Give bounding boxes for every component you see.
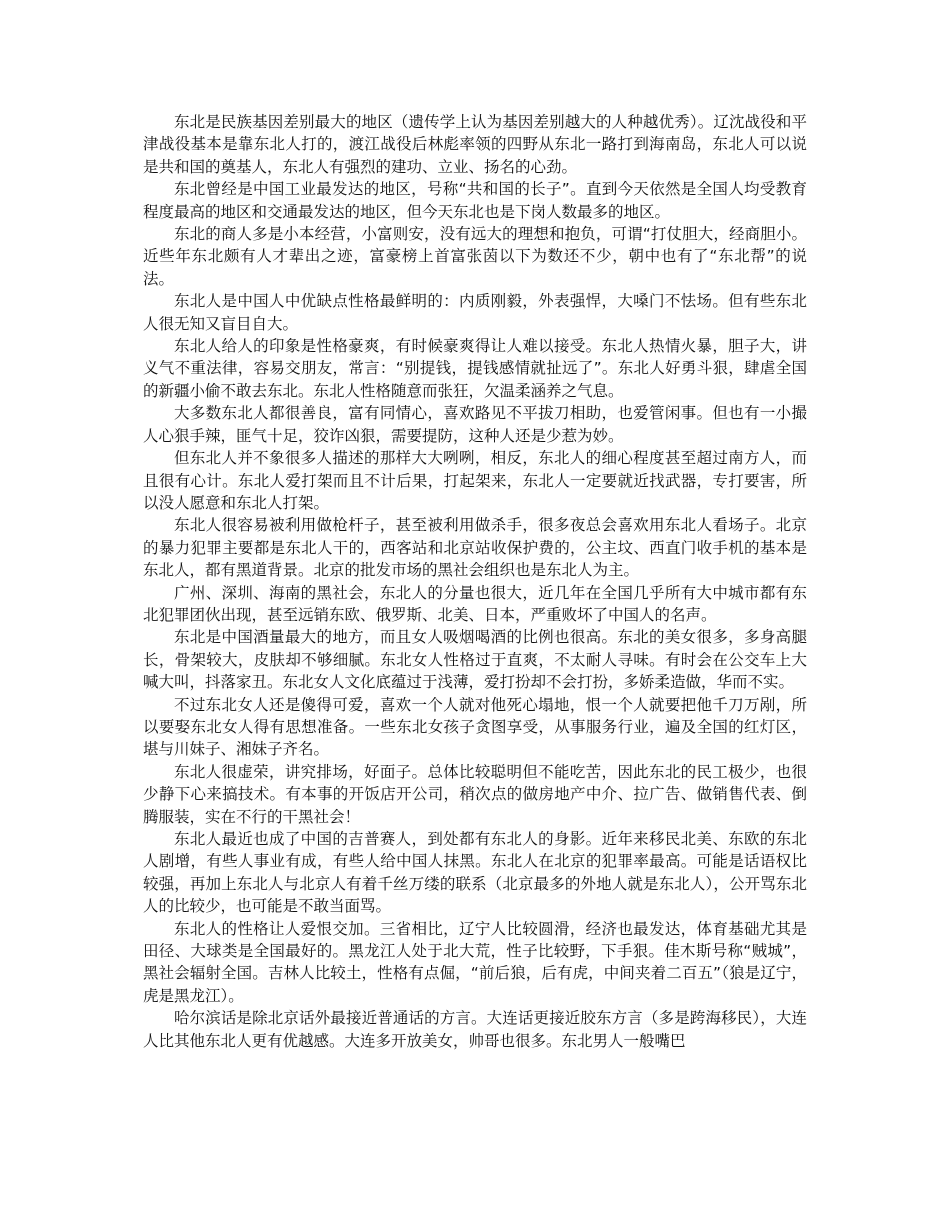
paragraph-7: 但东北人并不象很多人描述的那样大大咧咧，相反，东北人的细心程度甚至超过南方人，而且很有心计。东北人爱打架而且不计后果，打起架来，东北人一定要就近找武器，专打要害，所以没人愿意和东北人打架。 <box>143 449 807 512</box>
paragraph-3: 东北的商人多是小本经营，小富则安，没有远大的理想和抱负，可谓“打仗胆大，经商胆小。近些年东北颇有人才辈出之迹，富豪榜上首富张茵以下为数还不少，朝中也有了“东北帮”的说法。 <box>143 225 807 288</box>
paragraph-4: 东北人是中国人中优缺点性格最鲜明的：内质刚毅，外表强悍，大嗓门不怯场。但有些东北人很无知又盲目自大。 <box>143 292 807 333</box>
paragraph-15: 哈尔滨话是除北京话外最接近普通话的方言。大连话更接近胶东方言（多是跨海移民），大连人比其他东北人更有优越感。大连多开放美女，帅哥也很多。东北男人一般嘴巴 <box>143 1009 807 1050</box>
paragraph-1: 东北是民族基因差别最大的地区（遗传学上认为基因差别越大的人种越优秀）。辽沈战役和平津战役基本是靠东北人打的，渡江战役后林彪率领的四野从东北一路打到海南岛，东北人可以说是共和国的奠基人，东北人有强烈的建功、立业、扬名的心劲。 <box>143 113 807 176</box>
paragraph-14: 东北人的性格让人爱恨交加。三省相比，辽宁人比较圆滑，经济也最发达，体育基础尤其是田径、大球类是全国最好的。黑龙江人处于北大荒，性子比较野，下手狠。佳木斯号称“贼城”，黑社会辐射全国。吉林人比较土，性格有点倔，“前后狼，后有虎，中间夹着二百五”（狼是辽宁，虎是黑龙江）。 <box>143 919 807 1005</box>
paragraph-9: 广州、深圳、海南的黑社会，东北人的分量也很大，近几年在全国几乎所有大中城市都有东北犯罪团伙出现，甚至远销东欧、俄罗斯、北美、日本，严重败坏了中国人的名声。 <box>143 583 807 624</box>
paragraph-11: 不过东北女人还是傻得可爱，喜欢一个人就对他死心塌地，恨一个人就要把他千刀万剐，所以要娶东北女人得有思想准备。一些东北女孩子贪图享受，从事服务行业，遍及全国的红灯区，堪与川妹子、湘妹子齐名。 <box>143 695 807 759</box>
paragraph-5: 东北人给人的印象是性格豪爽，有时候豪爽得让人难以接受。东北人热情火暴，胆子大，讲义气不重法律，容易交朋友，常言：“别提钱，提钱感情就扯远了”。东北人好勇斗狠，肆虐全国的新疆小偷不敢去东北。东北人性格随意而张狂，欠温柔涵养之气息。 <box>143 337 807 400</box>
paragraph-6: 大多数东北人都很善良，富有同情心，喜欢路见不平拔刀相助，也爱管闲事。但也有一小撮人心狠手辣，匪气十足，狡诈凶狠，需要提防，这种人还是少惹为妙。 <box>143 404 807 445</box>
paragraph-10: 东北是中国酒量最大的地方，而且女人吸烟喝酒的比例也很高。东北的美女很多，多身高腿长，骨架较大，皮肤却不够细腻。东北女人性格过于直爽，不太耐人寻味。有时会在公交车上大喊大叫，抖落家丑。东北女人文化底蕴过于浅薄，爱打扮却不会打扮，多娇柔造做，华而不实。 <box>143 628 807 692</box>
document-page <box>143 111 807 1052</box>
paragraph-12: 东北人很虚荣，讲究排场，好面子。总体比较聪明但不能吃苦，因此东北的民工极少，也很少静下心来搞技术。有本事的开饭店开公司，稍次点的做房地产中介、拉广告、做销售代表、倒腾服装，实在不行的干黑社会！ <box>143 762 807 826</box>
paragraph-13: 东北人最近也成了中国的吉普赛人，到处都有东北人的身影。近年来移民北美、东欧的东北人剧增，有些人事业有成，有些人给中国人抹黑。东北人在北京的犯罪率最高。可能是话语权比较强，再加上东北人与北京人有着千丝万缕的联系（北京最多的外地人就是东北人），公开骂东北人的比较少，也可能是不敢当面骂。 <box>143 830 807 916</box>
paragraph-2: 东北曾经是中国工业最发达的地区，号称“共和国的长子”。直到今天依然是全国人均受教育程度最高的地区和交通最发达的地区，但今天东北也是下岗人数最多的地区。 <box>143 180 807 221</box>
paragraph-8: 东北人很容易被利用做枪杆子，甚至被利用做杀手，很多夜总会喜欢用东北人看场子。北京的暴力犯罪主要都是东北人干的，西客站和北京站收保护费的，公主坟、西直门收手机的基本是东北人，都有黑道背景。北京的批发市场的黑社会组织也是东北人为主。 <box>143 516 807 580</box>
